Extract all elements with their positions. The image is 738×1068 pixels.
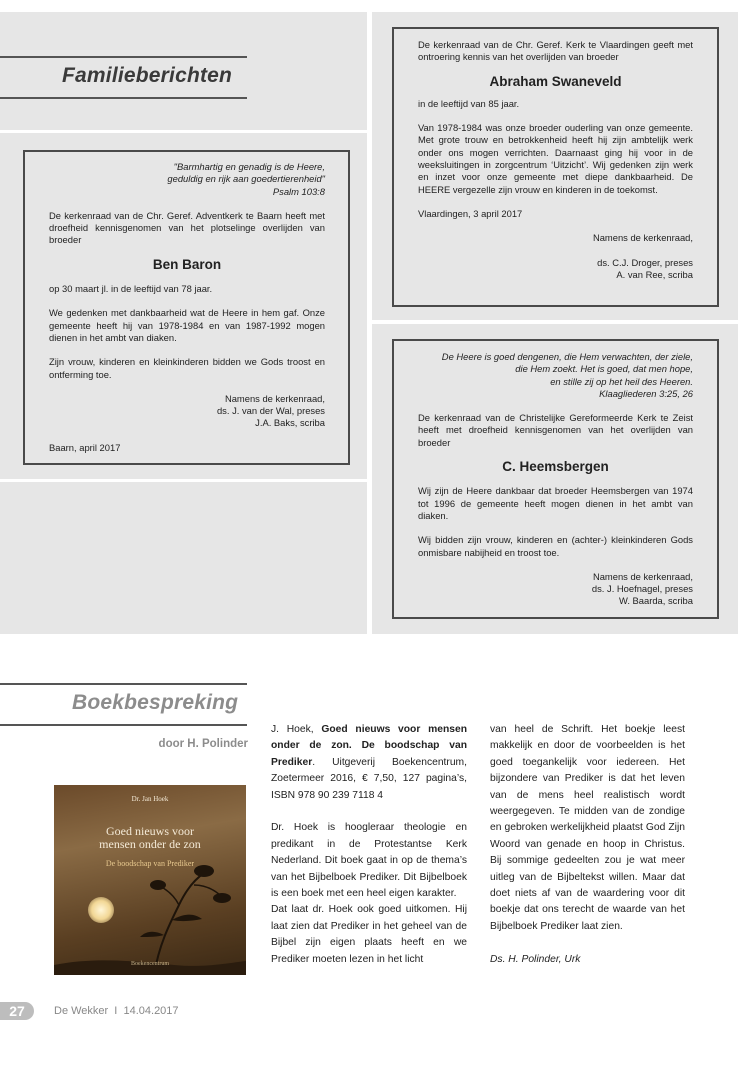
notice-body: Wij zijn de Heere dankbaar dat broeder Heemsbergen van 1974 tot 1996 de gemeente heeft mogen dienen in het ambt van diaken. bbox=[418, 485, 693, 521]
left-empty-panel bbox=[0, 482, 367, 634]
review-rule-bottom bbox=[0, 724, 247, 726]
review-signature: Ds. H. Polinder, Urk bbox=[490, 953, 581, 965]
notice-intro: De kerkenraad van de Christelijke Gereformeerde Kerk te Zeist heeft met droefheid kennisgenomen van het overlijden van broeder bbox=[418, 412, 693, 448]
notice-signature: Namens de kerkenraad, ds. C.J. Droger, preses A. van Ree, scriba bbox=[592, 232, 693, 280]
notice-signature: Namens de kerkenraad, ds. J. van der Wal, preses J.A. Baks, scriba bbox=[216, 392, 325, 429]
notice-body: Wij bidden zijn vrouw, kinderen en (achter-) kleinkinderen Gods onmisbare nabijheid en troost toe. bbox=[418, 534, 693, 558]
plant-silhouette bbox=[54, 785, 246, 975]
death-notice-baron bbox=[23, 150, 350, 465]
notice-body: We gedenken met dankbaarheid wat de Heere in hem gaf. Onze gemeente heeft hij van 1978-1984 en van 1987-1992 mogen dienen in het ambt van diaken. bbox=[49, 307, 325, 343]
page-number: 27 bbox=[0, 1002, 34, 1020]
title-rule-top bbox=[0, 56, 247, 58]
bible-quote: "Barmhartig en genadig is de Heere, geduldig en rijk aan goedertierenheid" Psalm 103:8 bbox=[167, 161, 325, 197]
page-title: Familieberichten bbox=[62, 64, 233, 87]
title-rule-bottom bbox=[0, 97, 247, 99]
book-cover-subtitle: De boodschap van Prediker bbox=[105, 859, 195, 868]
book-cover-publisher: Boekencentrum bbox=[131, 961, 169, 967]
book-cover-author: Dr. Jan Hoek bbox=[131, 795, 169, 803]
review-column-1: J. Hoek, Goed nieuws voor mensen onder de zon. De boodschap van Prediker. Uitgeverij Boekencentrum, Zoetermeer 2016, € 7,50, 127 pagina’s, ISBN 978 90 239 7118 4 Dr. Hoek is hoogleraar theologie en predikant in de Protestantse Kerk Nederland. Dit boek gaat in op de thema’s van het Bijbelboek Prediker. Dit Bijbelboek is een boek met een heel eigen karakter. Dat laat dr. Hoek ook goed uitkomen. Hij laat zien dat Prediker in het geheel van de Bijbel zijn eigen plaats heeft en we Prediker moeten lezen in het licht bbox=[271, 724, 468, 965]
review-rule-top bbox=[0, 683, 247, 685]
notice-body: Zijn vrouw, kinderen en kleinkinderen bidden we Gods troost en ontferming toe. bbox=[49, 356, 325, 380]
notice-intro: De kerkenraad van de Chr. Geref. Kerk te Vlaardingen geeft met ontroering kennis van het overlijden van broeder bbox=[418, 39, 693, 63]
deceased-name: C. Heemsbergen bbox=[502, 459, 609, 475]
review-byline: door H. Polinder bbox=[158, 738, 248, 750]
death-notice-heemsbergen bbox=[392, 339, 719, 619]
book-cover-title: Goed nieuws voor mensen onder de zon bbox=[99, 824, 201, 851]
death-notice-swaneveld bbox=[392, 27, 719, 307]
book-title: Goed nieuws voor mensen onder de zon. De boodschap van Prediker bbox=[271, 724, 468, 768]
notice-signature: Namens de kerkenraad, ds. J. Hoefnagel, preses W. Baarda, scriba bbox=[591, 570, 693, 607]
notice-age: in de leeftijd van 85 jaar. bbox=[418, 97, 520, 109]
footer-publication: De Wekker I 14.04.2017 bbox=[54, 1005, 179, 1017]
notice-intro: De kerkenraad van de Chr. Geref. Adventkerk te Baarn heeft met droefheid kennisgenomen van het plotselinge overlijden van broeder bbox=[49, 209, 325, 246]
bible-quote: De Heere is goed dengenen, die Hem verwachten, der ziele, die Hem zoekt. Het is goed, dat men hope, en stille zij op het heil des Heeren. Klaagliederen 3:25, 26 bbox=[441, 351, 693, 399]
book-cover-image bbox=[54, 785, 246, 975]
review-column-2: van heel de Schrift. Het boekje leest makkelijk en door de voorbeelden is het goed toegankelijk voor iedereen. Het bijzondere van Prediker is dat het leven van de mens heel realistisch wordt weergegeven. Te midden van de zondige en gebroken werkelijkheid plaatst God Zijn Woord van genade en hoop in Christus. Bij sommige gedeelten zou je wat meer uitleg van de Bijbeltekst willen. Maar dat doet niets af van de waardering voor dit boekje dat ons terecht de waarde van het Bijbelboek Prediker laat zien. Ds. H. Polinder, Urk bbox=[490, 722, 685, 968]
notice-place-date: Baarn, april 2017 bbox=[49, 441, 121, 453]
deceased-name: Abraham Swaneveld bbox=[489, 73, 622, 89]
notice-place-date: Vlaardingen, 3 april 2017 bbox=[418, 207, 523, 219]
deceased-name: Ben Baron bbox=[152, 256, 222, 272]
notice-body: Van 1978-1984 was onze broeder ouderling van onze gemeente. Met grote trouw en betrokkenheid heeft hij zijn ambtelijk werk onder ons mogen verrichten. Daarnaast ging hij voor in de weeksluitingen in zorgcentrum ‘Uitzicht’. Wij gedenken zijn werk en inzet voor onze gemeente met diepe dankbaarheid. De HEERE vergezelle zijn vrouw en kinderen in de toekomst. bbox=[418, 122, 693, 195]
notice-age: op 30 maart jl. in de leeftijd van 78 jaar. bbox=[49, 283, 213, 295]
review-title: Boekbespreking bbox=[72, 691, 239, 714]
